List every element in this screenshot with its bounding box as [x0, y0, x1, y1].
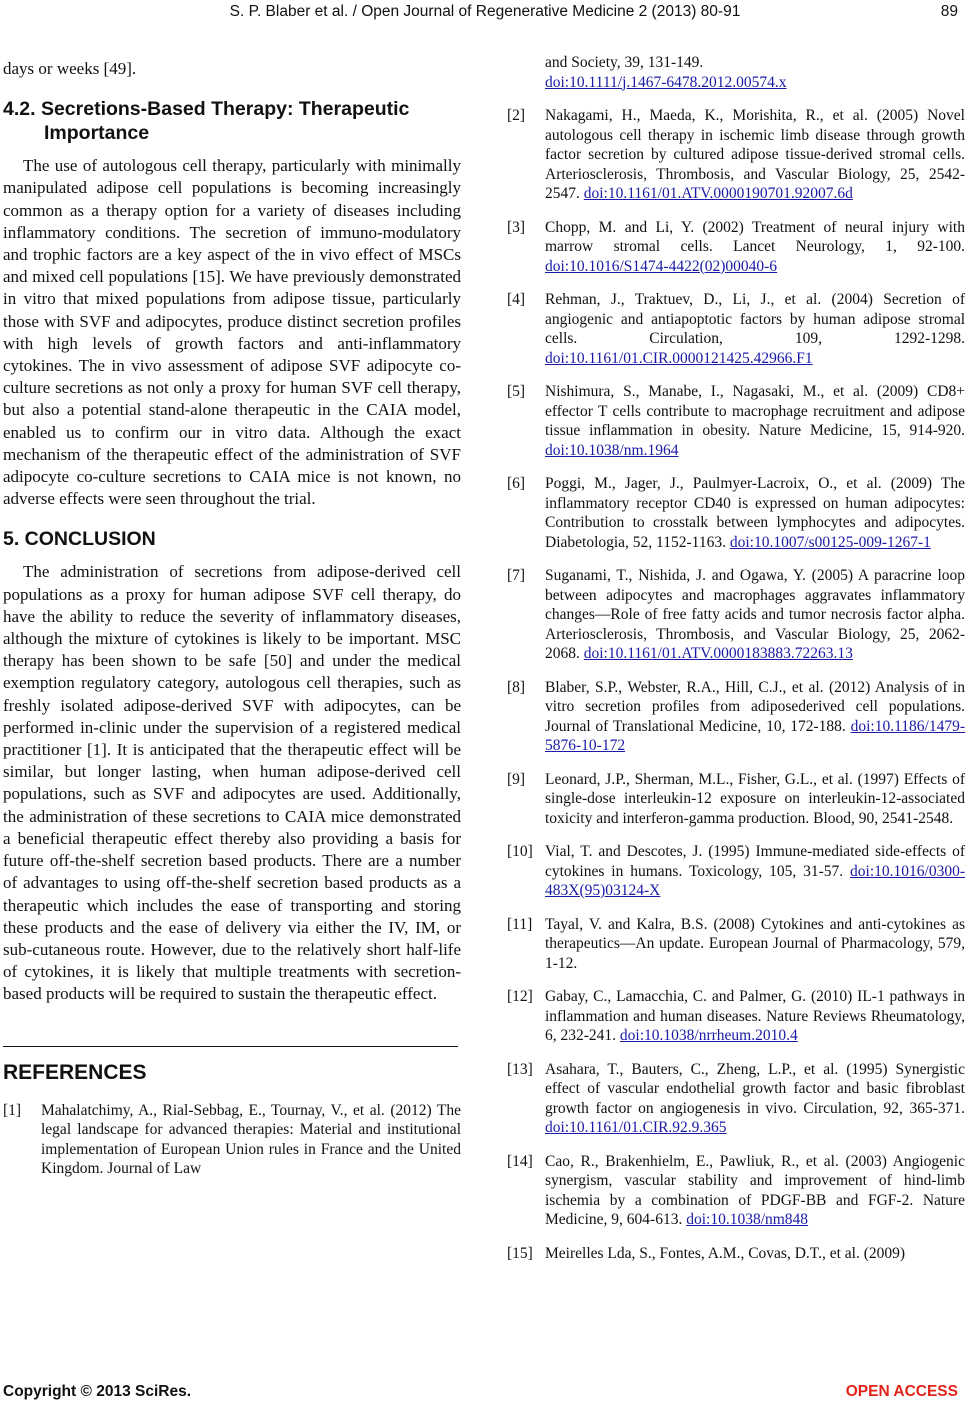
right-column — [507, 53, 965, 1277]
reference-item — [507, 678, 965, 756]
doi-link[interactable]: doi:10.1186/1479-5876-10-172 — [545, 717, 965, 754]
reference-number: [11] — [507, 915, 533, 933]
doi-link[interactable]: doi:10.1016/0300-483X(95)03124-X — [545, 862, 965, 899]
reference-text: Nakagami, H., Maeda, K., Morishita, R., et al. (2005) Novel autologous cell therapy in ischemic limb disease through growth factor secretion by cultured adipose tissue-derived stromal cells. Arteriosclerosis, Thrombosis, and Vascular Biology, 25, 2542-2547. — [545, 107, 965, 202]
doi-link[interactable]: doi:10.1161/01.ATV.0000190701.92007.6d — [583, 185, 853, 202]
reference-item — [507, 566, 965, 664]
reference-item — [507, 1152, 965, 1230]
reference-item — [507, 842, 965, 901]
references-divider — [3, 1046, 458, 1047]
reference-text: Mahalatchimy, A., Rial-Sebbag, E., Tournay, V., et al. (2012) The legal landscape for advanced therapies: Material and institutional implementation of European Union rules in France and the United Kingdom. Journal of Law — [41, 1101, 461, 1178]
running-title: S. P. Blaber et al. / Open Journal of Regenerative Medicine 2 (2013) 80-91 — [229, 3, 741, 20]
page-number: 89 — [940, 3, 958, 20]
reference-item — [507, 1244, 965, 1264]
reference-number: [8] — [507, 678, 526, 696]
reference-text: Asahara, T., Bauters, C., Zheng, L.P., et al. (1995) Synergistic effect of vascular endothelial growth factor and basic fibroblast growth factor on angiogenesis in vivo. Circulation, 92, 365-371. — [545, 1060, 965, 1117]
doi-link[interactable]: doi:10.1161/01.CIR.92.9.365 — [545, 1119, 727, 1136]
doi-link[interactable]: doi:10.1161/01.ATV.0000183883.72263.13 — [583, 645, 853, 662]
reference-number: [6] — [507, 475, 526, 492]
reference-text: Cao, R., Brakenhielm, E., Pawliuk, R., et al. (2003) Angiogenic synergism, vascular stability and improvement of hind-limb ischemia by a combination of PDGF-BB and FGF-2. Nature Medicine, 9, 604-613. — [545, 1152, 965, 1228]
section-4-2-paragraph: The use of autologous cell therapy, particularly with minimally manipulated adipose cell populations is becoming increasingly common as a therapy option for a variety of diseases including inflammatory conditions. The secretion of immuno-modulatory and trophic factors are a key aspect of the in vivo effect of MSCs and mixed cell populations [15]. We have previously demonstrated in vitro that mixed populations from adipose tissue, particularly those with SVF and adipocytes, produce distinct secretion profiles with high levels of growth factors and anti-inflammatory cytokines. The in vivo assessment of adipose SVF adipocyte co-culture secretions as not only a proxy for human SVF cell therapy, but also a potential stand-alone therapeutic in the CAIA model, enabled us to confirm our in vitro data. Although the exact mechanism of the therapeutic effect of the administration of SVF adipocyte co-culture secretions to CAIA mice is not known, no adverse effects were seen throughout the trial. — [3, 156, 461, 509]
doi-link[interactable]: doi:10.1016/S1474-4422(02)00040-6 — [545, 257, 778, 275]
reference-text: Rehman, J., Traktuev, D., Li, J., et al. (2004) Secretion of angiogenic and antiapoptotic factors by human adipose stromal cells. Circulation, 109, 1292-1298. — [545, 291, 965, 347]
reference-text: Meirelles Lda, S., Fontes, A.M., Covas, D.T., et al. (2009) — [545, 1244, 906, 1262]
doi-link[interactable]: doi:10.1038/nm.1964 — [545, 441, 679, 459]
copyright-notice: Copyright © 2013 SciRes. — [3, 1383, 192, 1400]
references-heading: REFERENCES — [3, 1060, 147, 1084]
left-column — [3, 58, 461, 1193]
reference-text: Nishimura, S., Manabe, I., Nagasaki, M., et al. (2009) CD8+ effector T cells contribute to macrophage recruitment and adipose tissue inflammation in obesity. Nature Medicine, 15, 914-920. — [545, 383, 965, 439]
reference-item — [507, 290, 965, 368]
section-4-2-heading-line1: 4.2. Secretions-Based Therapy: Therapeutic — [3, 98, 410, 121]
conclusion-paragraph: The administration of secretions from adipose-derived cell populations as a proxy for human adipose SVF cell therapy, do have the ability to reduce the severity of inflammatory diseases, although the mixture of cytokines is likely to be important. MSC therapy has been shown to be safe [50] and under the medical exemption regulatory category, autologous cell therapies, such as freshly isolated adipose-derived SVF with adipocytes, can be performed in-clinic under the supervision of a registered medical practitioner [1]. It is anticipated that the therapeutic effect will be similar, but longer lasting, when human adipose-derived cell populations, such as SVF and adipocytes are used. Additionally, the administration of these secretions to CAIA mice demonstrated a beneficial therapeutic effect thereby also providing a basis for future off-the-shelf secretion based products. There are a number of advantages to using off-the-shelf secretion based products as a therapeutic which includes the ease of transporting and storing these products and the ease of delivery via either the IV, IM, or sub-cutaneous route. However, due to the relatively short half-life of cytokines, it is likely that multiple treatments with secretion-based products will be required to sustain the therapeutic effect. — [3, 562, 461, 1004]
reference-text: and Society, 39, 131-149. — [545, 54, 704, 71]
reference-item — [507, 218, 965, 277]
reference-number: [15] — [507, 1244, 533, 1262]
reference-number: [12] — [507, 988, 533, 1005]
doi-link[interactable]: doi:10.1007/s00125-009-1267-1 — [729, 533, 931, 551]
reference-number: [3] — [507, 218, 526, 236]
reference-item — [507, 1060, 965, 1138]
reference-text: Tayal, V. and Kalra, B.S. (2008) Cytokines and anti-cytokines as therapeutics—An update. European Journal of Pharmacology, 579, 1-12. — [545, 915, 965, 972]
conclusion-heading: 5. CONCLUSION — [3, 528, 156, 551]
reference-list — [507, 106, 965, 1263]
reference-text: Suganami, T., Nishida, J. and Ogawa, Y. (2005) A paracrine loop between adipocytes and macrophages aggravates inflammatory changes—Role of free fatty acids and tumor necrosis factor alpha. Arteriosclerosis, Thrombosis, and Vascular Biology, 25, 2062-2068. — [545, 567, 965, 662]
reference-text: Vial, T. and Descotes, J. (1995) Immune-mediated side-effects of cytokines in humans. Toxicology, 105, 31-57. — [545, 843, 965, 880]
reference-number: [4] — [507, 291, 526, 308]
reference-text: Leonard, J.P., Sherman, M.L., Fisher, G.L., et al. (1997) Effects of single-dose interleukin-12 exposure on interleukin-12-associated toxicity and interferon-gamma production. Blood, 90, 2541-2548. — [545, 770, 965, 827]
doi-link[interactable]: doi:10.1038/nm848 — [686, 1211, 809, 1228]
reference-text: Chopp, M. and Li, Y. (2002) Treatment of neural injury with marrow stromal cells. Lancet Neurology, 1, 92-100. — [545, 218, 965, 255]
reference-item — [507, 382, 965, 460]
reference-item — [507, 915, 965, 974]
open-access-label: OPEN ACCESS — [845, 1383, 958, 1400]
reference-item — [507, 987, 965, 1046]
reference-item — [3, 1101, 461, 1179]
reference-number: [13] — [507, 1060, 533, 1078]
reference-text: Gabay, C., Lamacchia, C. and Palmer, G. (2010) IL-1 pathways in inflammation and human diseases. Nature Reviews Rheumatology, 6, 232-241. — [545, 988, 965, 1044]
reference-number: [2] — [507, 107, 526, 124]
intro-text: days or weeks [49]. — [3, 59, 137, 78]
section-4-2-heading — [3, 97, 461, 145]
reference-number: [10] — [507, 843, 533, 860]
reference-continuation — [507, 53, 965, 92]
reference-number: [7] — [507, 567, 526, 584]
doi-link[interactable]: doi:10.1161/01.CIR.0000121425.42966.F1 — [545, 349, 813, 367]
page-header — [0, 0, 970, 26]
reference-item — [507, 770, 965, 829]
reference-number: [14] — [507, 1152, 533, 1170]
reference-text: Blaber, S.P., Webster, R.A., Hill, C.J., et al. (2012) Analysis of in vitro secretion profiles from adiposederived cell populations. Journal of Translational Medicine, 10, 172-188. — [545, 678, 965, 735]
reference-number: [1] — [3, 1101, 22, 1119]
doi-link[interactable]: doi:10.1038/nrrheum.2010.4 — [619, 1027, 798, 1044]
reference-number: [9] — [507, 770, 526, 788]
reference-number: [5] — [507, 383, 526, 400]
section-4-2-heading-line2: Importance — [44, 122, 150, 145]
reference-item — [507, 474, 965, 552]
doi-link[interactable]: doi:10.1111/j.1467-6478.2012.00574.x — [545, 73, 787, 91]
reference-text: Poggi, M., Jager, J., Paulmyer-Lacroix, O., et al. (2009) The inflammatory receptor CD40 is expressed on human adipocytes: Contribution to crosstalk between lymphocytes and adipocytes. Diabetologia, 52, 1152-1163. — [545, 475, 965, 551]
reference-item — [507, 106, 965, 204]
